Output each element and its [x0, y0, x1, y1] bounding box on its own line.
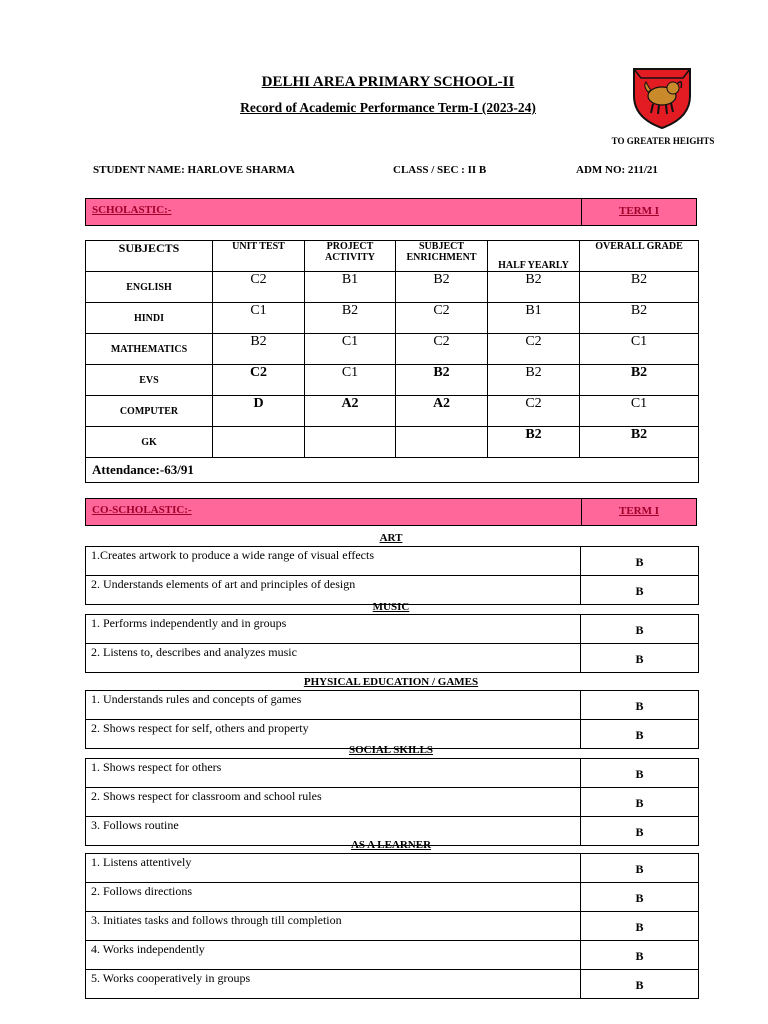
skill-description: 4. Works independently — [86, 941, 581, 970]
skill-grade: B — [581, 788, 699, 817]
section-title-social-skills: SOCIAL SKILLS — [348, 744, 434, 756]
table-row — [86, 547, 699, 576]
grade-cell: B1 — [488, 303, 580, 334]
grade-cell: C1 — [305, 365, 396, 396]
skill-description: 3. Follows routine — [86, 817, 581, 846]
table-row — [86, 615, 699, 644]
social-skills-table — [85, 758, 699, 846]
as-a-learner-table — [85, 853, 699, 999]
table-header-row — [86, 241, 699, 272]
grade-cell: D — [213, 396, 305, 427]
co-scholastic-term-label: TERM I — [618, 505, 660, 517]
table-row — [86, 970, 699, 999]
table-row — [86, 854, 699, 883]
physical-education-table — [85, 690, 699, 749]
scholastic-label: SCHOLASTIC:- — [92, 204, 172, 216]
grade-cell: B2 — [305, 303, 396, 334]
column-header: SUBJECTS — [86, 241, 213, 272]
grade-cell: C2 — [488, 334, 580, 365]
grade-cell: A2 — [305, 396, 396, 427]
skill-grade: B — [581, 817, 699, 846]
co-scholastic-label: CO-SCHOLASTIC:- — [92, 504, 192, 516]
attendance-row — [86, 458, 699, 483]
table-row — [86, 334, 699, 365]
student-name: STUDENT NAME: HARLOVE SHARMA — [93, 164, 295, 176]
table-row — [86, 941, 699, 970]
table-row — [86, 365, 699, 396]
skill-grade: B — [581, 970, 699, 999]
subject-name: ENGLISH — [86, 272, 213, 303]
grade-cell: C2 — [488, 396, 580, 427]
class-section: CLASS / SEC : II B — [393, 164, 487, 176]
skill-description: 1.Creates artwork to produce a wide range of visual effects — [86, 547, 581, 576]
table-row — [86, 427, 699, 458]
column-header: PROJECT ACTIVITY — [305, 241, 396, 272]
school-crest-icon — [631, 66, 693, 130]
school-motto: TO GREATER HEIGHTS — [611, 136, 715, 146]
grade-cell: C1 — [305, 334, 396, 365]
grade-cell: C2 — [396, 334, 488, 365]
section-title-music: MUSIC — [372, 601, 410, 613]
skill-grade: B — [581, 720, 699, 749]
skill-grade: B — [581, 912, 699, 941]
table-row — [86, 691, 699, 720]
grade-cell: B2 — [488, 427, 580, 458]
grade-cell: C2 — [213, 272, 305, 303]
scholastic-header-bar — [85, 198, 697, 226]
music-table — [85, 614, 699, 673]
skill-description: 1. Shows respect for others — [86, 759, 581, 788]
grade-cell — [396, 427, 488, 458]
grade-cell: B2 — [488, 272, 580, 303]
skill-grade: B — [581, 759, 699, 788]
grade-cell — [213, 427, 305, 458]
co-scholastic-header-bar — [85, 498, 697, 526]
grade-cell: B1 — [305, 272, 396, 303]
skill-grade: B — [581, 644, 699, 673]
skill-grade: B — [581, 883, 699, 912]
subject-name: EVS — [86, 365, 213, 396]
subject-name: MATHEMATICS — [86, 334, 213, 365]
skill-description: 1. Listens attentively — [86, 854, 581, 883]
school-name: DELHI AREA PRIMARY SCHOOL-II — [261, 74, 515, 90]
grade-cell — [305, 427, 396, 458]
table-row — [86, 644, 699, 673]
table-row — [86, 788, 699, 817]
record-title: Record of Academic Performance Term-I (2023-24) — [240, 100, 536, 115]
skill-grade: B — [581, 691, 699, 720]
table-row — [86, 396, 699, 427]
section-title-as-a-learner: AS A LEARNER — [350, 839, 432, 851]
subject-name: HINDI — [86, 303, 213, 334]
grade-cell: B2 — [488, 365, 580, 396]
section-title-physical-education: PHYSICAL EDUCATION / GAMES — [303, 676, 479, 688]
grade-cell: B2 — [580, 365, 699, 396]
table-row — [86, 912, 699, 941]
subject-name: GK — [86, 427, 213, 458]
column-header: SUBJECT ENRICHMENT — [396, 241, 488, 272]
table-row — [86, 303, 699, 334]
grade-cell: B2 — [580, 303, 699, 334]
skill-grade: B — [581, 576, 699, 605]
skill-grade: B — [581, 941, 699, 970]
skill-description: 2. Shows respect for self, others and property — [86, 720, 581, 749]
table-row — [86, 272, 699, 303]
skill-description: 2. Shows respect for classroom and school rules — [86, 788, 581, 817]
skill-description: 5. Works cooperatively in groups — [86, 970, 581, 999]
grade-cell: B2 — [580, 272, 699, 303]
skill-description: 2. Follows directions — [86, 883, 581, 912]
grade-cell: C2 — [396, 303, 488, 334]
skill-description: 2. Listens to, describes and analyzes music — [86, 644, 581, 673]
skill-description: 3. Initiates tasks and follows through till completion — [86, 912, 581, 941]
attendance: Attendance:-63/91 — [86, 458, 699, 483]
skill-grade: B — [581, 547, 699, 576]
table-row — [86, 883, 699, 912]
column-header: UNIT TEST — [213, 241, 305, 272]
scholastic-grades-table — [85, 240, 699, 483]
skill-grade: B — [581, 615, 699, 644]
column-header: HALF YEARLY — [488, 241, 580, 272]
subject-name: COMPUTER — [86, 396, 213, 427]
grade-cell: C1 — [213, 303, 305, 334]
grade-cell: C2 — [213, 365, 305, 396]
grade-cell: C1 — [580, 396, 699, 427]
skill-description: 2. Understands elements of art and principles of design — [86, 576, 581, 605]
skill-description: 1. Performs independently and in groups — [86, 615, 581, 644]
scholastic-term-label: TERM I — [618, 205, 660, 217]
grade-cell: B2 — [396, 365, 488, 396]
grade-cell: C1 — [580, 334, 699, 365]
table-row — [86, 759, 699, 788]
art-table — [85, 546, 699, 605]
admission-number: ADM NO: 211/21 — [576, 164, 658, 176]
grade-cell: B2 — [580, 427, 699, 458]
grade-cell: A2 — [396, 396, 488, 427]
grade-cell: B2 — [213, 334, 305, 365]
section-title-art: ART — [379, 532, 403, 544]
skill-description: 1. Understands rules and concepts of games — [86, 691, 581, 720]
column-header: OVERALL GRADE — [580, 241, 699, 272]
grade-cell: B2 — [396, 272, 488, 303]
skill-grade: B — [581, 854, 699, 883]
